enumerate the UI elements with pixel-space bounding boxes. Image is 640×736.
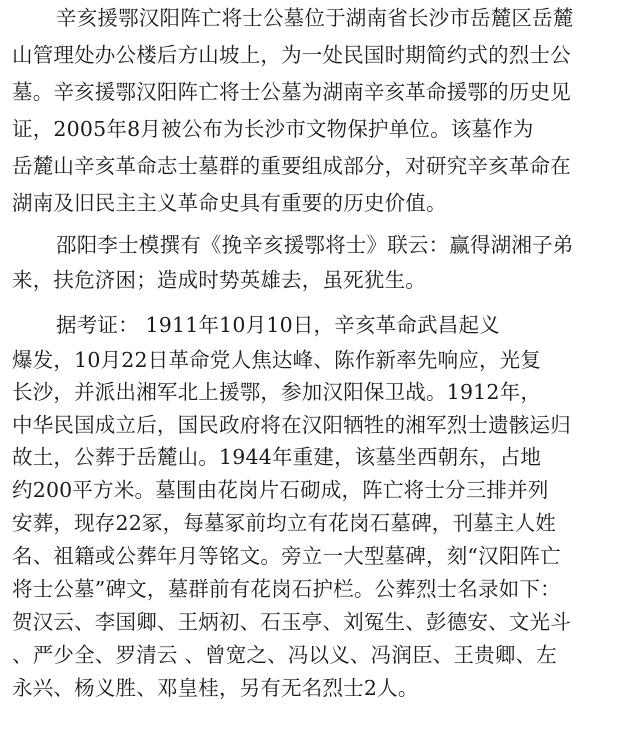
paragraph-1-line-5: 岳麓山辛亥革命志士墓群的重要组成部分，对研究辛亥革命在 bbox=[12, 154, 571, 178]
paragraph-2-line-2: 来，扶危济困；造成时势英雄去，虽死犹生。 bbox=[12, 268, 426, 292]
paragraph-3-line-6: 约200平方米。墓围由花岗片石砌成，阵亡将士分三排并列 bbox=[12, 478, 549, 502]
paragraph-3-line-10: 贺汉云、李国卿、王炳初、石玉亭、刘冤生、彭德安、文光斗 bbox=[12, 610, 571, 634]
paragraph-3-line-4: 中华民国成立后，国民政府将在汉阳牺牲的湘军烈士遗骸运归 bbox=[12, 413, 571, 437]
paragraph-3-line-2: 爆发，10月22日革命党人焦达峰、陈作新率先响应，光复 bbox=[12, 348, 542, 372]
paragraph-1-line-4: 证，2005年8月被公布为长沙市文物保护单位。该墓作为 bbox=[12, 117, 534, 141]
paragraph-3-line-9: 将士公墓”碑文，墓群前有花岗石护栏。公葬烈士名录如下： bbox=[12, 577, 561, 601]
paragraph-2-line-1: 邵阳李士模撰有《挽辛亥援鄂将士》联云：赢得湖湘子弟 bbox=[56, 233, 574, 257]
paragraph-3-line-1: 据考证： 1911年10月10日，辛亥革命武昌起义 bbox=[56, 313, 500, 337]
paragraph-1-line-3: 墓。辛亥援鄂汉阳阵亡将士公墓为湖南辛亥革命援鄂的历史见 bbox=[12, 80, 571, 104]
paragraph-3-line-7: 安葬，现存22冢，每墓冢前均立有花岗石墓碑，刊墓主人姓 bbox=[12, 511, 556, 535]
paragraph-1-line-6: 湖南及旧民主主义革命史具有重要的历史价值。 bbox=[12, 191, 447, 215]
paragraph-3-line-11: 、严少全、罗清云 、曾宽之、冯以义、冯润臣、王贵卿、左 bbox=[12, 643, 557, 667]
paragraph-3-line-5: 故土，公葬于岳麓山。1944年重建，该墓坐西朝东，占地 bbox=[12, 445, 542, 469]
paragraph-3-line-3: 长沙，并派出湘军北上援鄂，参加汉阳保卫战。1912年， bbox=[12, 380, 542, 404]
paragraph-1-line-2: 山管理处办公楼后方山坡上，为一处民国时期简约式的烈士公 bbox=[12, 43, 571, 67]
paragraph-3-line-8: 名、祖籍或公葬年月等铭文。旁立一大型墓碑，刻“汉阳阵亡 bbox=[12, 544, 561, 568]
paragraph-1-line-1: 辛亥援鄂汉阳阵亡将士公墓位于湖南省长沙市岳麓区岳麓 bbox=[56, 6, 574, 30]
paragraph-3-line-12: 永兴、杨义胜、邓皇桂，另有无名烈士2人。 bbox=[12, 676, 419, 700]
